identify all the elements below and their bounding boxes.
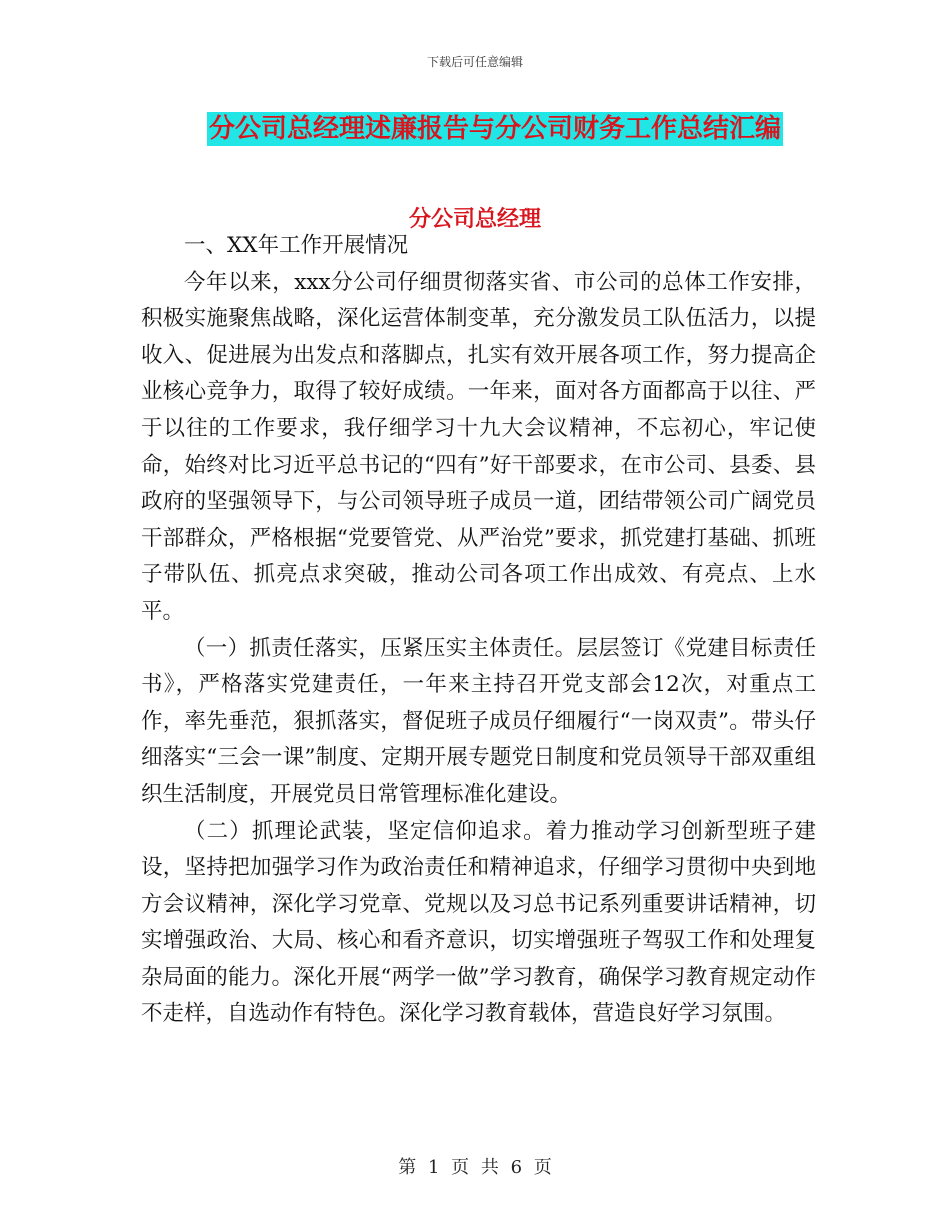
document-title-wrap bbox=[207, 112, 783, 146]
paragraph: （二）抓理论武装，坚定信仰追求。着力推动学习创新型班子建设，坚持把加强学习作为政治责任和精神追求，仔细学习贯彻中央到地方会议精神，深化学习党章、党规以及习总书记系列重要讲话精神，切实增强政治、大局、核心和看齐意识，切实增强班子驾驭工作和处理复杂局面的能力。深化开展“两学一做”学习教育，确保学习教育规定动作不走样，自选动作有特色。深化学习教育载体，营造良好学习氛围。 bbox=[141, 818, 816, 1027]
header-note: 下载后可任意编辑 bbox=[426, 55, 523, 69]
paragraph: 今年以来，xxx分公司仔细贯彻落实省、市公司的总体工作安排，积极实施聚焦战略，深化运营体制变革，充分激发员工队伍活力，以提收入、促进展为出发点和落脚点，扎实有效开展各项工作，努力提高企业核心竞争力，取得了较好成绩。一年来，面对各方面都高于以往、严于以往的工作要求，我仔细学习十九大会议精神，不忘初心，牢记使命，始终对比习近平总书记的“四有”好干部要求，在市公司、县委、县政府的坚强领导下，与公司领导班子成员一道，团结带领公司广阔党员干部群众，严格根据“党要管党、从严治党”要求，抓党建打基础、抓班子带队伍、抓亮点求突破，推动公司各项工作出成效、有亮点、上水平。 bbox=[141, 269, 816, 624]
document-body bbox=[141, 228, 816, 1033]
document-title: 分公司总经理述廉报告与分公司财务工作总结汇编 bbox=[209, 114, 782, 144]
paragraph: （一）抓责任落实，压紧压实主体责任。层层签订《党建目标责任书》，严格落实党建责任，一年来主持召开党支部会12次，对重点工作，率先垂范，狠抓落实，督促班子成员仔细履行“一岗双责”。带头仔细落实“三会一课”制度、定期开展专题党日制度和党员领导干部双重组织生活制度，开展党员日常管理标准化建设。 bbox=[141, 635, 816, 807]
section-title: 分公司总经理 bbox=[408, 207, 541, 232]
page-footer: 第 1 页 共 6 页 bbox=[398, 1157, 552, 1178]
section-heading: 一、XX年工作开展情况 bbox=[184, 233, 409, 258]
